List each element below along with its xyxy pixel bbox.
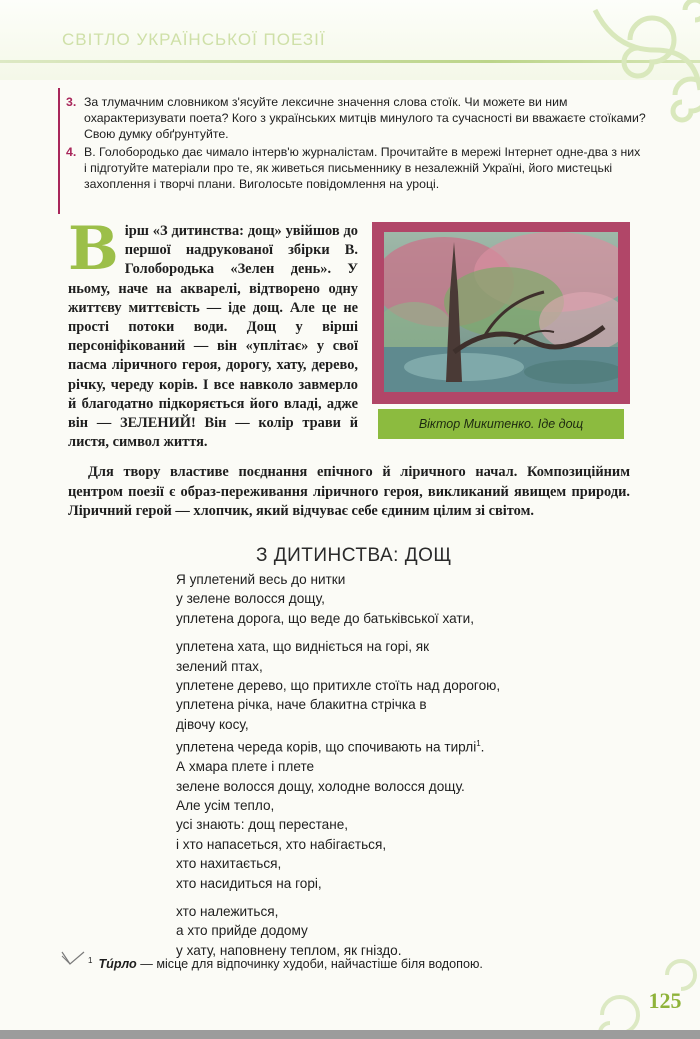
page-number: 125	[648, 988, 682, 1013]
poem-line: у зелене волосся дощу,	[176, 591, 325, 607]
poem-line: зелений птах,	[176, 658, 263, 674]
poem-line: хто належиться,	[176, 904, 279, 920]
poem-line: уплетене дерево, що притихле стоїть над дорогою,	[176, 678, 501, 694]
poem-line: Я уплетений весь до нитки	[176, 572, 346, 587]
poem-line: усі знають: дощ перестане,	[176, 817, 349, 833]
poem-line-with-footnote: уплетена череда корів, що спочивають на тирлі$^1$.	[176, 739, 485, 755]
questions-block	[60, 90, 646, 200]
footnote-number: 1	[88, 956, 93, 965]
poem-line: уплетена хата, що видніється на горі, як	[176, 639, 430, 655]
question-text: В. Голобородько дає чимало інтерв'ю журналістам. Прочитайте в мережі Інтернет одне-два з них і підготуйте матеріали про те, як живеться письменнику в незалежній Україні, його мистецькі захоплення і творчі плани. Виголосьте повідомлення на уроці.	[84, 145, 641, 191]
bottom-rule	[0, 1030, 700, 1039]
poem-text	[176, 570, 606, 969]
painting-image	[384, 232, 618, 392]
question-number: 4.	[66, 145, 77, 159]
footnote-reference: 1	[476, 739, 481, 749]
poem-line: А хмара плете і плете	[176, 759, 315, 775]
question-item	[60, 144, 646, 192]
footnote	[88, 953, 628, 972]
poem-stanza	[176, 637, 606, 893]
intro-text: ірш «З дитинства: дощ» увійшов до першої надрукованої збірки В. Голобородька «Зелен день». У ньому, наче на акварелі, відтворено одну життєву миттєвість — іде дощ. Але це не прості потоки води. Дощ у вірші персоніфікований — він «уплітає» у свої пасма ліричного героя, дорогу, хату, дерево, річку, череду корів. І все навколо завмерло й благодатно підкоряється його владі, адже він — ЗЕЛЕНИЙ! Він — колір трави й листя, символ життя.	[68, 223, 358, 451]
footnote-term: Тúрло	[98, 957, 137, 972]
intro-paragraph	[68, 214, 358, 452]
poem-stanza	[176, 570, 606, 628]
painting-caption: Віктор Микитенко. Іде дощ	[378, 409, 624, 439]
footnote-marker-icon	[60, 950, 86, 966]
poem-title: З ДИТИНСТВА: ДОЩ	[256, 545, 452, 566]
running-title: СВІТЛО УКРАЇНСЬКОЇ ПОЕЗІЇ	[62, 30, 326, 49]
poem-line: уплетена річка, наче блакитна стрічка в	[176, 697, 427, 713]
poem-line: уплетена дорога, що веде до батьківської хати,	[176, 610, 474, 626]
body-paragraph: Для твору властиве поєднання епічного й ліричного начал. Композиційним центром поезії є образ-переживання ліричного героя, викликаний явищем природи. Ліричний герой — хлопчик, який відчуває себе єдиним цілим зі світом.	[68, 464, 630, 520]
painting-frame	[372, 222, 630, 404]
poem-line: а хто прийде додому	[176, 923, 308, 939]
poem-line: Але усім тепло,	[176, 798, 275, 813]
poem-line: зелене волосся дощу, холодне волосся дощу.	[176, 778, 465, 794]
poem-line: хто нахитається,	[176, 856, 282, 872]
question-item	[60, 94, 646, 142]
footnote-text: — місце для відпочинку худоби, найчастіше біля водопою.	[136, 957, 483, 972]
poem-line: хто насидиться на горі,	[176, 875, 322, 891]
question-text: За тлумачним словником з'ясуйте лексичне значення слова стоїк. Чи можете ви ним охарактеризувати поета? Кого з українських митців минулого та сучасності ви вважаєте стоїками? Свою думку обґрунтуйте.	[84, 95, 646, 141]
poem-stanza	[176, 902, 606, 960]
drop-cap: В	[68, 214, 119, 284]
question-number: 3.	[66, 95, 77, 109]
poem-line: і хто напасеться, хто набігається,	[176, 836, 387, 852]
poem-line: дівочу косу,	[176, 716, 249, 732]
poem-line-text: уплетена череда корів, що спочивають на тирлі	[176, 739, 477, 755]
poem-line: у хату, наповнену теплом, як гніздо.	[176, 942, 402, 958]
